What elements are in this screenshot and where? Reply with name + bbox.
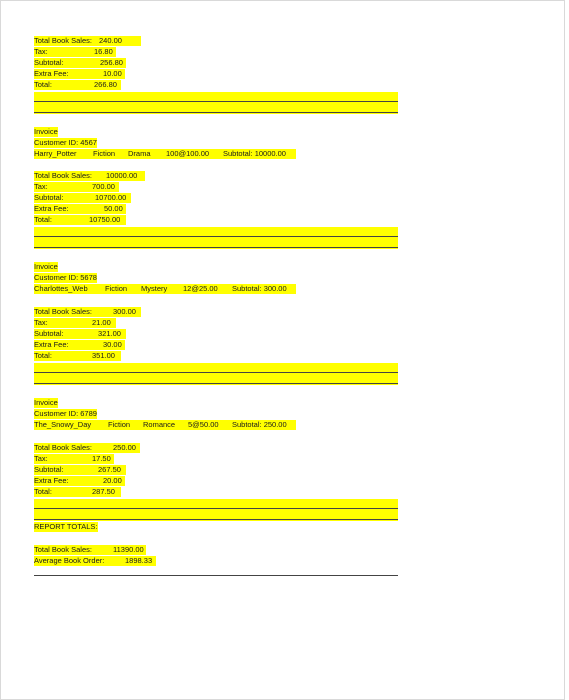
summary-row <box>34 476 125 486</box>
summary-label: Tax: <box>34 318 48 327</box>
invoice-heading <box>34 127 58 137</box>
report-heading <box>34 522 98 532</box>
summary-row <box>34 307 141 317</box>
summary-row <box>34 340 125 350</box>
item-genre: Fiction <box>93 149 116 158</box>
summary-value: 21.00 <box>92 318 111 327</box>
summary-row <box>34 215 126 225</box>
item-subtotal: Subtotal: 300.00 <box>232 284 287 293</box>
summary-value: 267.50 <box>98 465 121 474</box>
item-qty-price: 100@100.00 <box>166 149 210 158</box>
summary-row <box>34 47 116 57</box>
separator-rule <box>34 236 398 237</box>
summary-value: 250.00 <box>113 443 136 452</box>
summary-value: 16.80 <box>94 47 113 56</box>
summary-label: Total Book Sales: <box>34 307 92 316</box>
invoice-item-line <box>34 420 296 430</box>
summary-value: 10700.00 <box>95 193 127 202</box>
summary-value: 266.80 <box>94 80 117 89</box>
summary-row <box>34 171 145 181</box>
customer-id <box>34 409 97 419</box>
separator-rule <box>34 112 398 113</box>
summary-label: Extra Fee: <box>34 204 69 213</box>
item-title: Charlottes_Web <box>34 284 88 293</box>
item-subtotal: Subtotal: 250.00 <box>232 420 287 429</box>
summary-row <box>34 36 141 46</box>
summary-label: Total: <box>34 351 52 360</box>
summary-value: 700.00 <box>92 182 115 191</box>
summary-row <box>34 193 131 203</box>
summary-label: Extra Fee: <box>34 340 69 349</box>
summary-row <box>34 443 140 453</box>
summary-row <box>34 351 121 361</box>
separator-rule <box>34 575 398 576</box>
summary-value: 10000.00 <box>106 171 138 180</box>
summary-label: Total Book Sales: <box>34 443 92 452</box>
summary-row <box>34 454 114 464</box>
report-average-order-value: 1898.33 <box>125 556 153 565</box>
item-subtotal: Subtotal: 10000.00 <box>223 149 286 158</box>
invoice-heading <box>34 262 58 272</box>
summary-row <box>34 487 121 497</box>
summary-value: 30.00 <box>103 340 122 349</box>
customer-id-text: Customer ID: 5678 <box>34 273 97 282</box>
invoice-heading-text: Invoice <box>34 398 58 407</box>
summary-row <box>34 182 119 192</box>
summary-row <box>34 80 121 90</box>
invoice-item-line <box>34 284 296 294</box>
summary-value: 351.00 <box>92 351 115 360</box>
summary-value: 50.00 <box>104 204 123 213</box>
summary-label: Total Book Sales: <box>34 171 92 180</box>
summary-value: 321.00 <box>98 329 121 338</box>
item-qty-price: 12@25.00 <box>183 284 218 293</box>
item-title: The_Snowy_Day <box>34 420 92 429</box>
summary-row <box>34 204 126 214</box>
summary-value: 256.80 <box>100 58 123 67</box>
report-total-sales <box>34 545 146 555</box>
separator-rule <box>34 519 398 520</box>
customer-id-text: Customer ID: 6789 <box>34 409 97 418</box>
summary-label: Tax: <box>34 182 48 191</box>
summary-row <box>34 318 116 328</box>
customer-id <box>34 138 97 148</box>
item-title: Harry_Potter <box>34 149 77 158</box>
report-total-sales-label: Total Book Sales: <box>34 545 92 554</box>
highlight-band <box>34 363 398 385</box>
separator-rule <box>34 101 398 102</box>
item-genre: Fiction <box>108 420 131 429</box>
item-genre: Fiction <box>105 284 128 293</box>
invoice-heading <box>34 398 58 408</box>
summary-label: Tax: <box>34 47 48 56</box>
item-subgenre: Romance <box>143 420 176 429</box>
separator-rule <box>34 508 398 509</box>
highlight-band <box>34 499 398 521</box>
report-average-order-label: Average Book Order: <box>34 556 105 565</box>
separator-rule <box>34 372 398 373</box>
summary-row <box>34 58 126 68</box>
summary-value: 17.50 <box>92 454 111 463</box>
summary-value: 287.50 <box>92 487 115 496</box>
summary-label: Total Book Sales: <box>34 36 92 45</box>
summary-value: 10.00 <box>103 69 122 78</box>
summary-label: Total: <box>34 215 52 224</box>
report-average-order <box>34 556 156 566</box>
invoice-item-line <box>34 149 296 159</box>
item-qty-price: 5@50.00 <box>188 420 219 429</box>
summary-label: Subtotal: <box>34 58 64 67</box>
invoice-heading-text: Invoice <box>34 127 58 136</box>
summary-value: 20.00 <box>103 476 122 485</box>
summary-value: 300.00 <box>113 307 136 316</box>
summary-label: Extra Fee: <box>34 69 69 78</box>
summary-label: Subtotal: <box>34 329 64 338</box>
item-subgenre: Drama <box>128 149 151 158</box>
summary-label: Subtotal: <box>34 465 64 474</box>
summary-label: Subtotal: <box>34 193 64 202</box>
summary-label: Extra Fee: <box>34 476 69 485</box>
item-subgenre: Mystery <box>141 284 168 293</box>
separator-rule <box>34 383 398 384</box>
invoice-heading-text: Invoice <box>34 262 58 271</box>
summary-label: Total: <box>34 80 52 89</box>
report-heading-text: REPORT TOTALS: <box>34 522 98 531</box>
summary-value: 10750.00 <box>89 215 121 224</box>
report-total-sales-value: 11390.00 <box>113 545 144 554</box>
summary-row <box>34 329 126 339</box>
highlight-band <box>34 92 398 114</box>
summary-row <box>34 465 126 475</box>
summary-label: Tax: <box>34 454 48 463</box>
customer-id <box>34 273 97 283</box>
summary-value: 240.00 <box>99 36 122 45</box>
separator-rule <box>34 247 398 248</box>
highlight-band <box>34 227 398 249</box>
summary-label: Total: <box>34 487 52 496</box>
customer-id-text: Customer ID: 4567 <box>34 138 97 147</box>
summary-row <box>34 69 125 79</box>
